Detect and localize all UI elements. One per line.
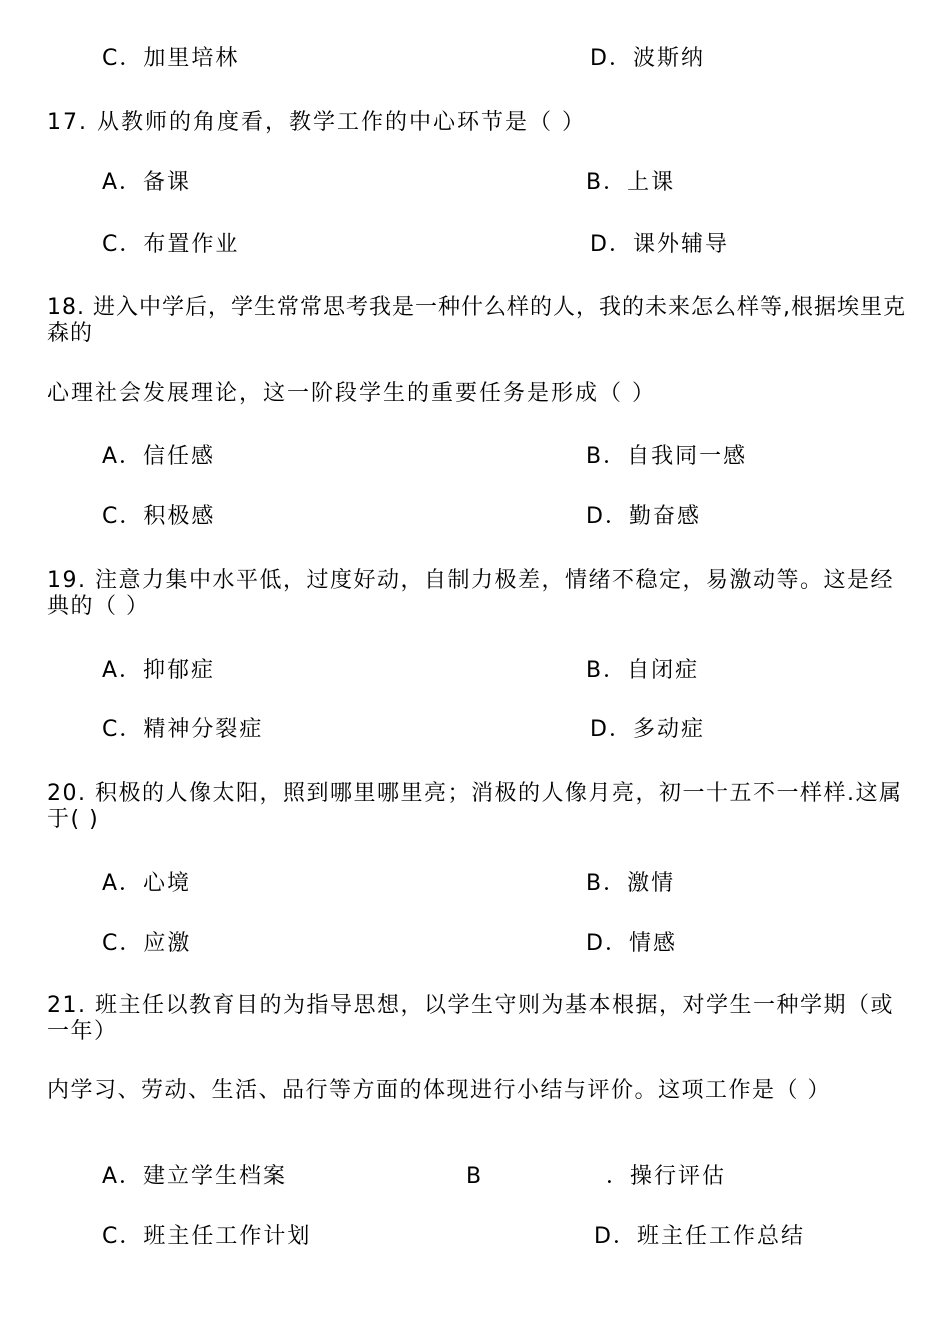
question-19: 19. 注意力集中水平低，过度好动，自制力极差，情绪不稳定，易激动等。这是经典的（ ） [47,568,894,619]
question-18-line1: 18. 进入中学后，学生常常思考我是一种什么样的人，我的未来怎么样等,根据埃里克森的 [47,295,906,346]
question-20: 20. 积极的人像太阳，照到哪里哪里亮；消极的人像月亮，初一十五不一样样.这属于( ) [47,781,903,832]
option-d-20: D．情感 [586,931,677,956]
option-c-18: C．积极感 [102,504,216,529]
option-c-16: C．加里培林 [102,46,240,71]
option-a-21: A．建立学生档案 [102,1164,288,1189]
option-c-17: C．布置作业 [102,232,240,257]
option-d-21: D．班主任工作总结 [594,1224,805,1249]
option-b-21-text: ．操行评估 [606,1164,727,1189]
option-d-19: D．多动症 [590,717,705,742]
option-a-20: A．心境 [102,871,192,896]
option-b-20: B．激情 [586,871,676,896]
question-21-line1: 21. 班主任以教育目的为指导思想，以学生守则为基本根据，对学生一种学期（或一年） [47,993,894,1044]
option-d-17: D．课外辅导 [590,232,729,257]
option-c-21: C．班主任工作计划 [102,1224,312,1249]
option-c-19: C．精神分裂症 [102,717,264,742]
question-18-line2: 心理社会发展理论，这一阶段学生的重要任务是形成（ ） [47,381,656,406]
option-b-19: B．自闭症 [586,658,700,683]
option-b-21-letter: B [466,1164,484,1189]
option-c-20: C．应激 [102,931,192,956]
option-b-17: B．上课 [586,170,676,195]
option-a-18: A．信任感 [102,444,216,469]
question-21-line2: 内学习、劳动、生活、品行等方面的体现进行小结与评价。这项工作是（ ） [47,1078,831,1103]
option-a-19: A．抑郁症 [102,658,216,683]
question-17: 17. 从教师的角度看，教学工作的中心环节是（ ） [47,110,586,135]
option-d-16: D．波斯纳 [590,46,705,71]
option-a-17: A．备课 [102,170,192,195]
option-b-18: B．自我同一感 [586,444,748,469]
option-d-18: D．勤奋感 [586,504,701,529]
